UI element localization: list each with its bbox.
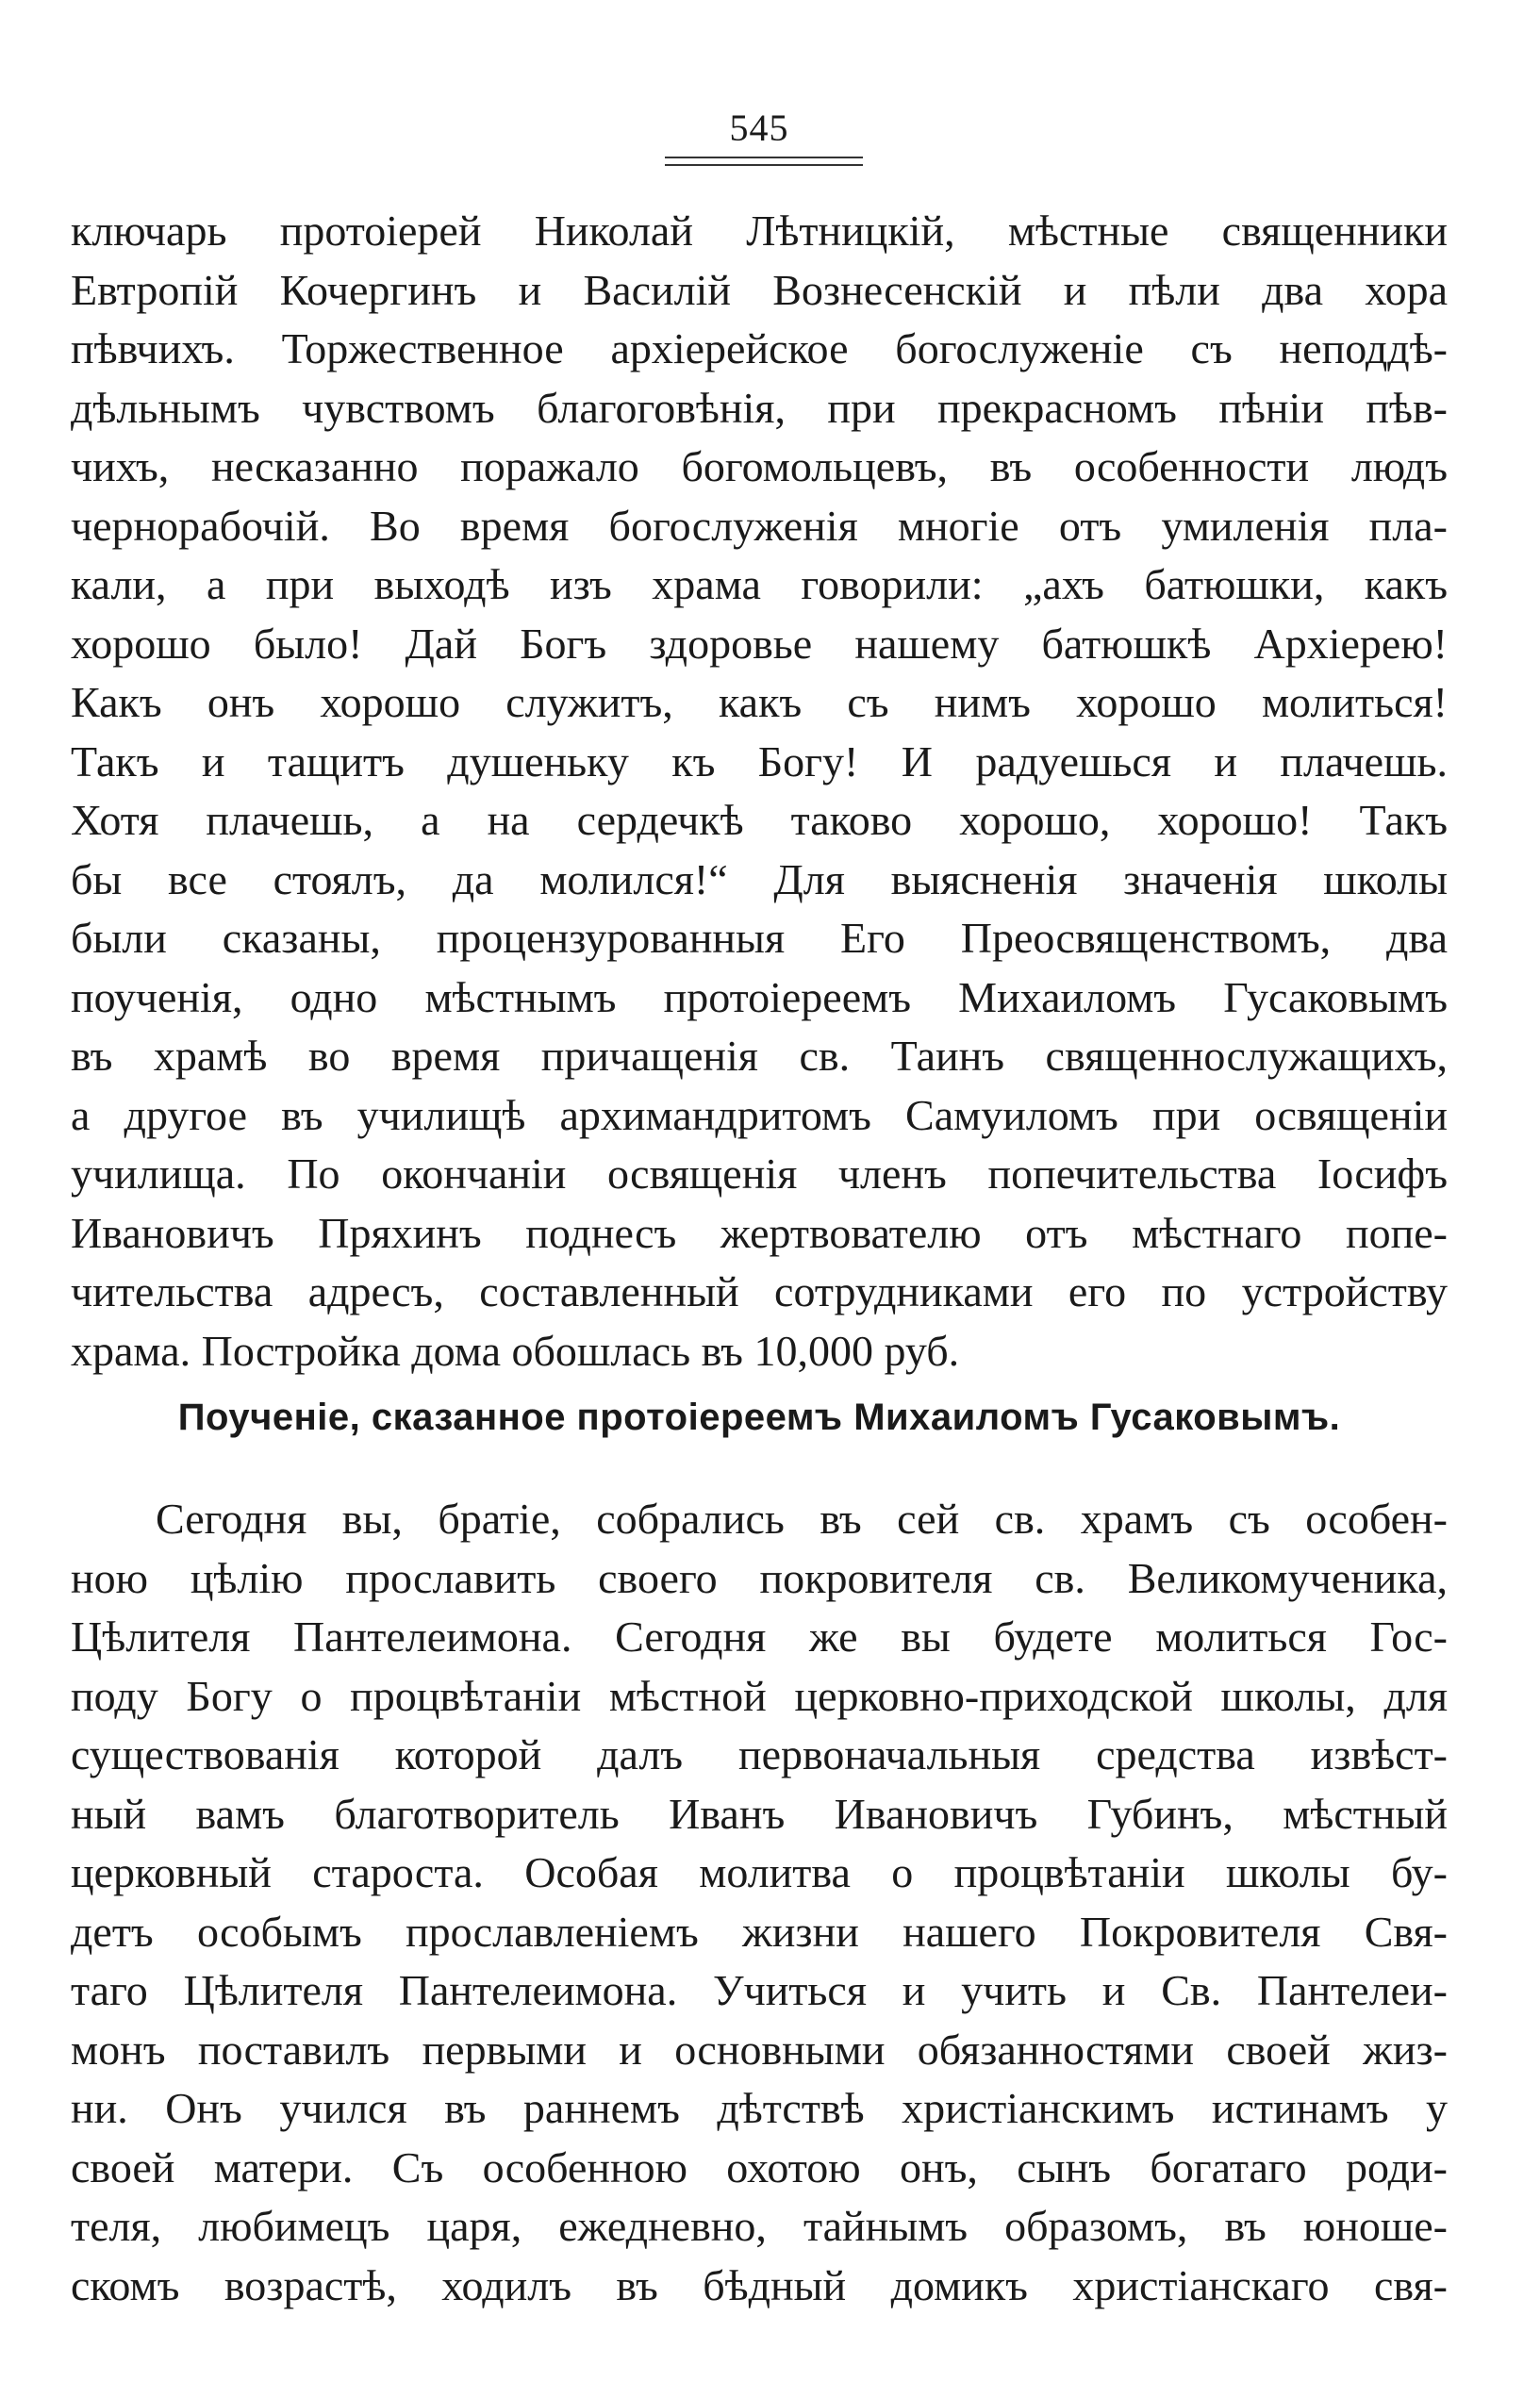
text-line: чительства адресъ, составленный сотрудниками его по устройству [71,1267,1448,1315]
text-line: чернорабочій. Во время богослуженія многіе отъ умиленія пла- [71,501,1448,550]
text-line: чихъ, несказанно поражало богомольцевъ, въ особенности людъ [71,442,1448,490]
text-line: Цѣлителя Пантелеимона. Сегодня же вы будете молиться Гос- [71,1612,1448,1661]
text-line: поду Богу о процвѣтаніи мѣстной церковно-приходской школы, для [71,1671,1448,1720]
text-line: церковный староста. Особая молитва о процвѣтаніи школы бу- [71,1848,1448,1896]
text-line: пѣвчихъ. Торжественное архіерейское богослуженіе съ неподдѣ- [71,324,1448,372]
text-line: Евтропій Кочергинъ и Василій Вознесенскій и пѣли два хора [71,265,1448,314]
text-line: Такъ и тащитъ душеньку къ Богу! И радуешься и плачешь. [71,736,1448,786]
text-line: Ивановичъ Пряхинъ поднесъ жертвователю отъ мѣстнаго попе- [71,1208,1448,1257]
text-line: въ храмѣ во время причащенія св. Таинъ священнослужащихъ, [71,1032,1448,1080]
text-line: поученія, одно мѣстнымъ протоіереемъ Михаиломъ Гусаковымъ [71,972,1448,1021]
text-line: училища. По окончаніи освященія членъ попечительства Іосифъ [71,1149,1448,1198]
text-line: были сказаны, процензурованныя Его Преосвященствомъ, два [71,914,1448,962]
text-line: монъ поставилъ первыми и основными обязанностями своей жиз- [71,2025,1448,2074]
text-line: храма. Постройка дома обошлась въ 10,000 руб. [71,1326,960,1375]
section-heading: Поученіе, сказанное протоіереемъ Михаиломъ Гусаковымъ. [177,1397,1341,1438]
page-number: 545 [729,107,789,149]
text-line: ный вамъ благотворитель Иванъ Ивановичъ Губинъ, мѣстный [71,1789,1448,1838]
text-line: таго Цѣлителя Пантелеимона. Учиться и учить и Св. Пантелеи- [71,1966,1448,2014]
paragraph-1 [71,202,1448,1381]
text-line: Какъ онъ хорошо служитъ, какъ съ нимъ хорошо молиться! [71,678,1448,726]
page-number-rule [665,157,863,166]
text-line: Сегодня вы, братіе, собрались въ сей св. храмъ съ особен- [156,1495,1448,1543]
text-line: бы все стоялъ, да молился!“ Для выясненія значенія школы [71,854,1448,903]
text-line: кали, а при выходѣ изъ храма говорили: „ахъ батюшки, какъ [71,560,1448,608]
text-line: Хотя плачешь, а на сердечкѣ таково хорошо, хорошо! Такъ [71,796,1448,844]
document-page [71,0,1448,2398]
text-line: существованія которой далъ первоначальныя средства извѣст- [71,1730,1448,1778]
text-line: а другое въ училищѣ архимандритомъ Самуиломъ при освященіи [71,1090,1448,1139]
text-line: дѣльнымъ чувствомъ благоговѣнія, при прекрасномъ пѣніи пѣв- [71,383,1448,432]
paragraph-2 [71,1490,1448,2315]
text-line: теля, любимецъ царя, ежедневно, тайнымъ образомъ, въ юноше- [71,2202,1448,2250]
text-line: ни. Онъ учился въ раннемъ дѣтствѣ христіанскимъ истинамъ у [71,2084,1448,2132]
text-line: ключарь протоіерей Николай Лѣтницкій, мѣстные священники [71,207,1448,255]
text-line: хорошо было! Дай Богъ здоровье нашему батюшкѣ Архіерею! [71,619,1448,668]
text-line: своей матери. Съ особенною охотою онъ, сынъ богатаго роди- [71,2142,1448,2191]
text-line: ною цѣлію прославить своего покровителя св. Великомученика, [71,1553,1448,1602]
text-line: детъ особымъ прославленіемъ жизни нашего Покровителя Свя- [71,1907,1448,1956]
text-line: скомъ возрастѣ, ходилъ въ бѣдный домикъ христіанскаго свя- [71,2260,1448,2309]
